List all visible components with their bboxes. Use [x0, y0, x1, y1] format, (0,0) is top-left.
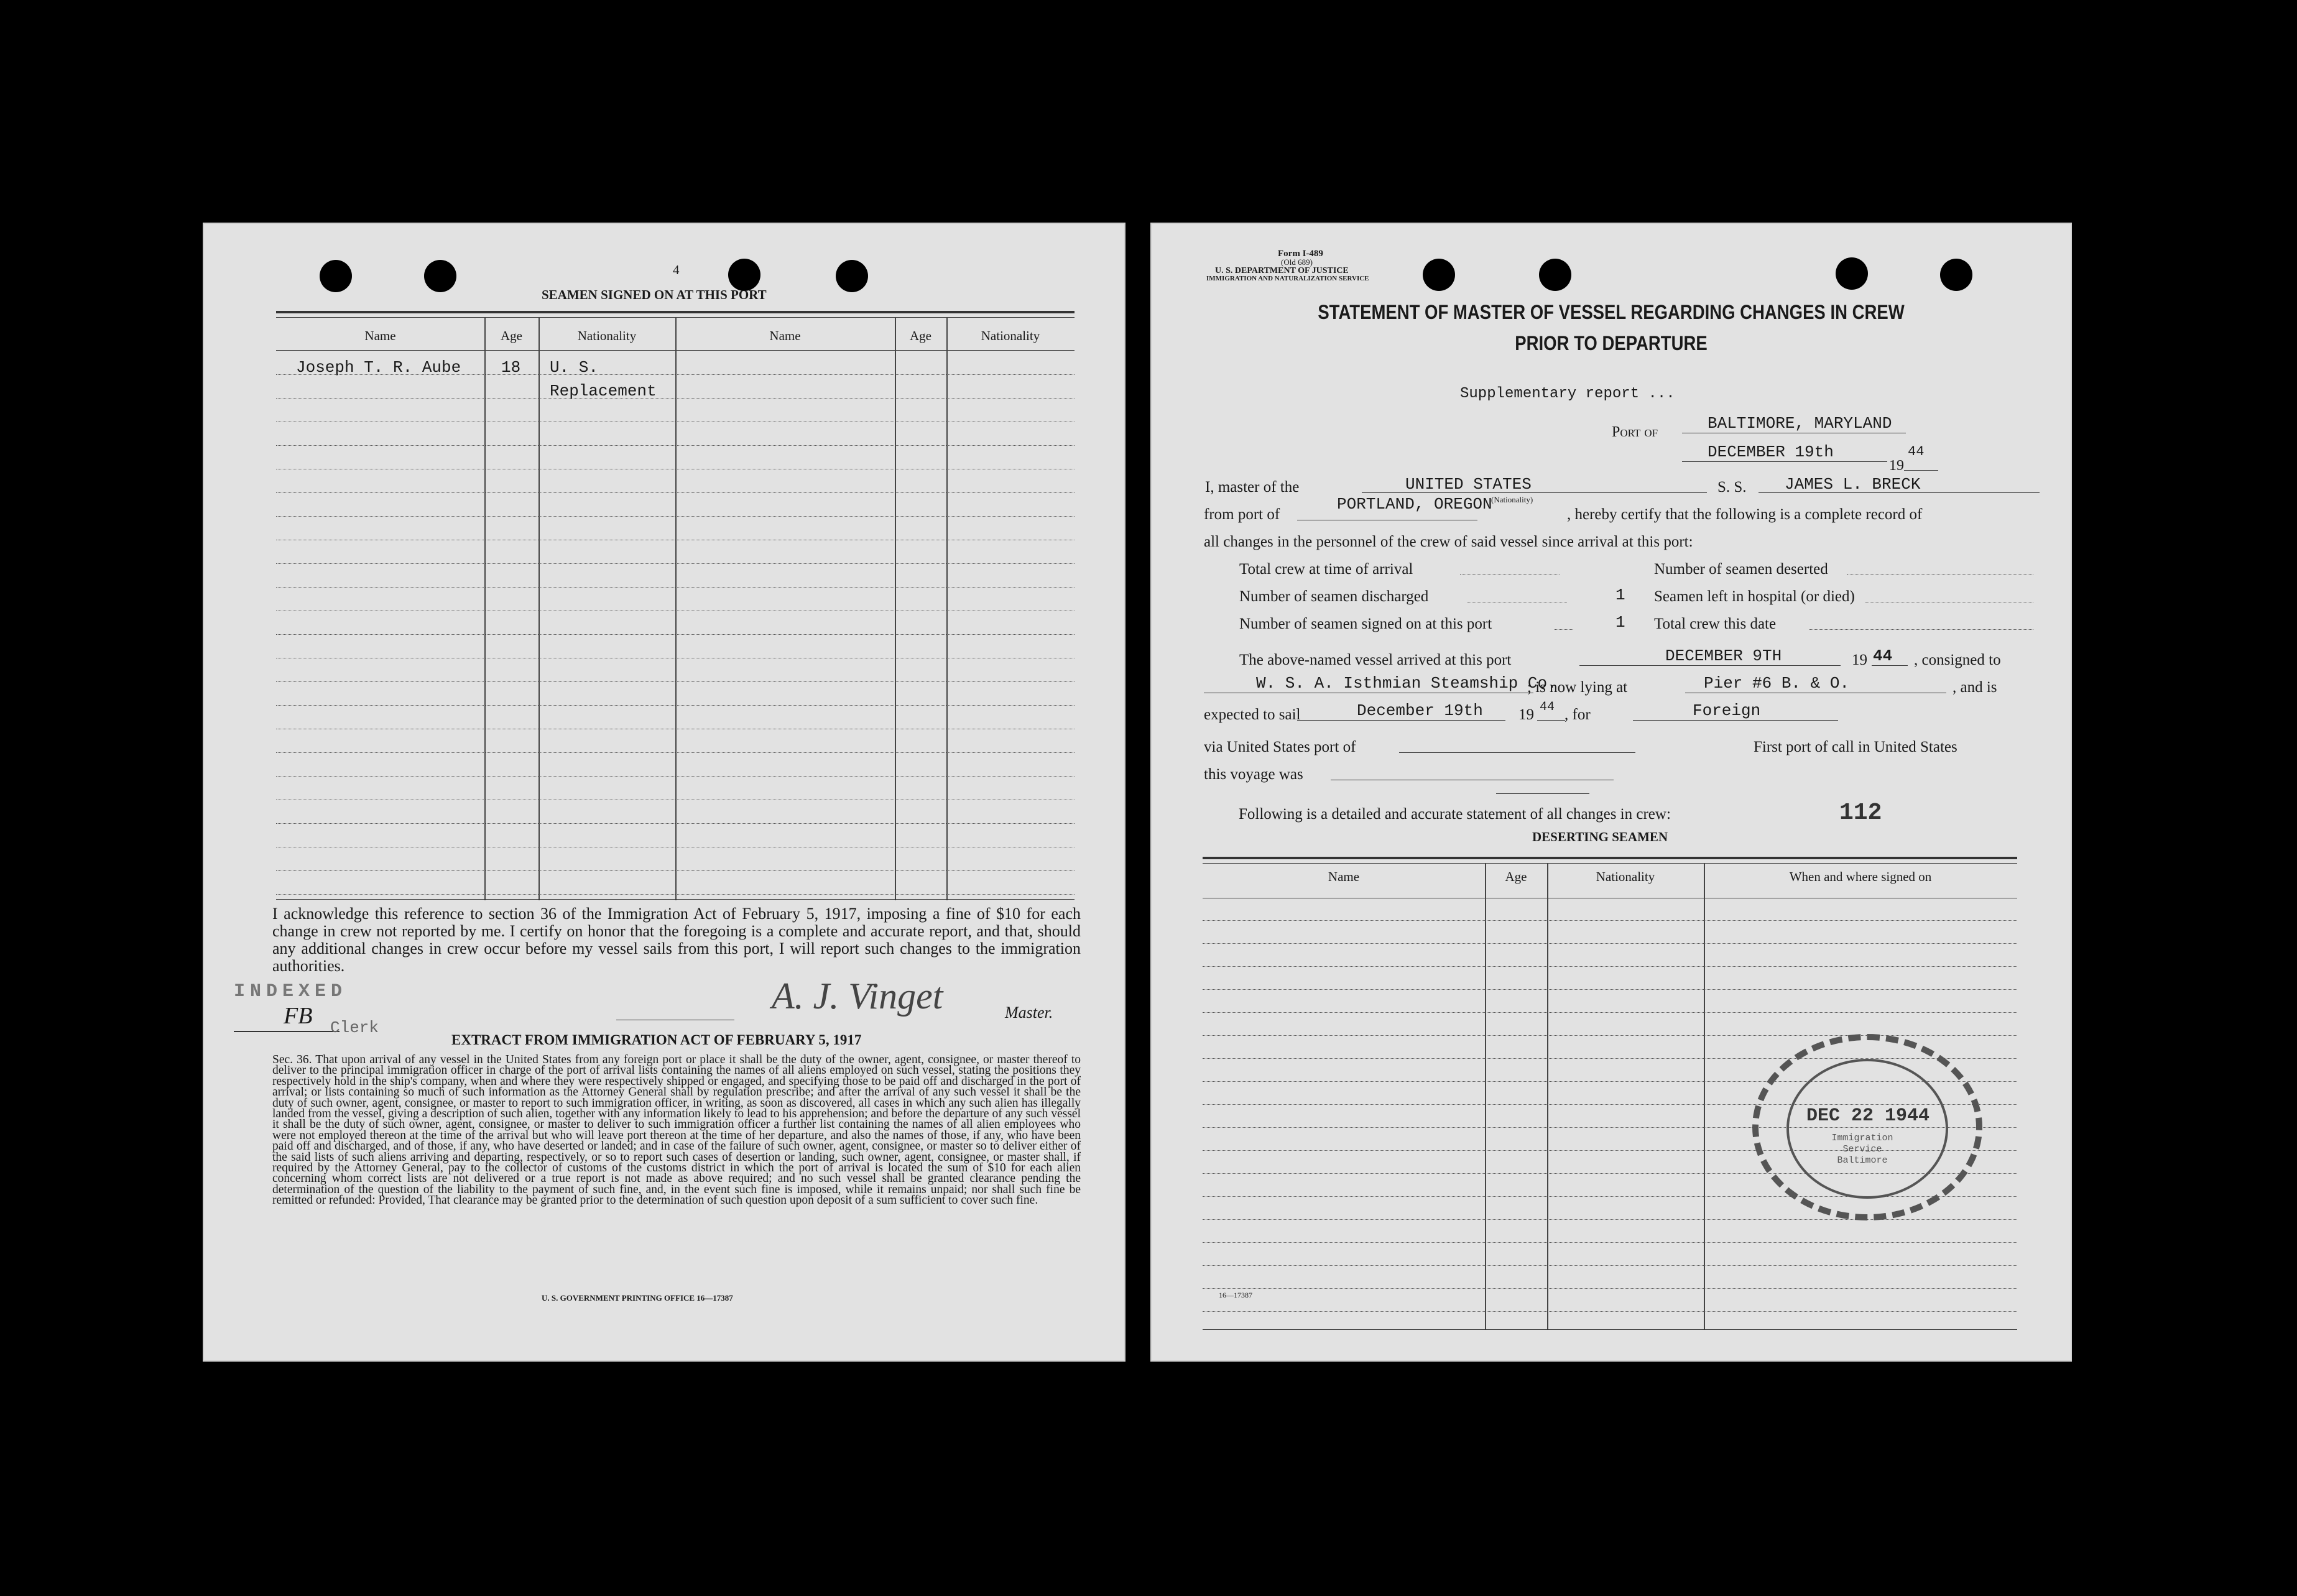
from-port-value: PORTLAND, OREGON	[1337, 495, 1492, 514]
table-row-line	[276, 776, 1075, 777]
col-header-nationality: Nationality	[577, 328, 637, 343]
table-row-line	[1203, 1288, 2017, 1289]
handwritten-number: 112	[1839, 800, 1882, 826]
table-row-line	[276, 445, 1075, 446]
ss-label: S. S.	[1717, 479, 1747, 496]
stat-value: 1	[1615, 613, 1625, 632]
clerk-initials: FB	[284, 1003, 313, 1029]
year-prefix: 19	[1889, 458, 1904, 474]
arrived-value: DECEMBER 9TH	[1665, 647, 1782, 665]
punch-hole	[320, 260, 352, 292]
year-value: 44	[1908, 444, 1925, 459]
service: IMMIGRATION AND NATURALIZATION SERVICE	[1206, 275, 1369, 282]
table-row-line	[276, 705, 1075, 706]
stat-label: Total crew at time of arrival	[1239, 561, 1413, 578]
received-stamp-inner	[1786, 1059, 1948, 1199]
arrived-label: The above-named vessel arrived at this port	[1239, 652, 1512, 668]
date-value: DECEMBER 19th	[1708, 443, 1834, 461]
voyage-label: this voyage was	[1204, 766, 1303, 783]
arrived-year-prefix: 19	[1852, 652, 1867, 668]
table-row-line	[1203, 989, 2017, 990]
department: U. S. DEPARTMENT OF JUSTICE	[1215, 266, 1349, 275]
extract-text: Sec. 36. That upon arrival of any vessel in the United States from any foreign port or place it shall be the duty of the owner, agent, consignee, or master thereof to deliver to the principal immigration officer in charge of the port of arrival lists containing the names of all aliens employed on such vessel, stating the positions they respectively hold in the ship's company, when and where they were respectively shipped or engaged, and specifying those to be paid off and discharged in the port of arrival; or lists containing so much of such information as the Attorney General shall by regulation prescribe; and after the arrival of any such vessel it shall be the duty of such owner, agent, consignee, or master to report to such immigration officer, in writing, as soon as discovered, all cases in which any such alien has illegally landed from the vessel, giving a description of such alien, together with any information likely to lead to his apprehension; and before the departure of any such vessel it shall be the duty of such owner, agent, consignee, or master to deliver to such immigration officer a further list containing the names of all alien employees who were not employed thereon at the time of the arrival but who will leave port thereon at the time of her departure, and also the names of those, if any, who have been paid off and discharged, and of those, if any, who have deserted or landed; and in case of the failure of such owner, agent, consignee, or master so to deliver either of the said lists of such aliens arriving and departing, respectively, or so to report such cases of desertion or landing, such owner, agent, consignee, or master shall, if required by the Attorney General, pay to the collector of customs of the customs district in which the port of arrival is located the sum of $10 for each alien concerning whom correct lists are not delivered or a true report is not made as above required; and no such vessel shall be granted clearance pending the determination of the question of the liability to the payment of such fine, and, in the event such fine is imposed, while it remains unpaid; nor shall such fine be remitted or refunded: Provided, That clearance may be granted prior to the determination of such question upon deposit of a sum sufficient to cover such fine.	[272, 1053, 1081, 1207]
expected-label: expected to sail	[1204, 706, 1301, 723]
clerk-label: Clerk	[330, 1018, 379, 1037]
entry-note: Replacement	[550, 382, 657, 400]
table-row-line	[1203, 1012, 2017, 1013]
expected-value: December 19th	[1357, 701, 1483, 720]
via-label: via United States port of	[1204, 739, 1356, 755]
extract-title: EXTRACT FROM IMMIGRATION ACT OF FEBRUARY 5, 1917	[451, 1032, 862, 1048]
first-port-label: First port of call in United States	[1754, 739, 1957, 755]
nationality-note: (Nationality)	[1491, 495, 1533, 504]
consignee: W. S. A. Isthmian Steamship Co.	[1256, 674, 1557, 693]
table-row-line	[1203, 1242, 2017, 1243]
table-row-line	[276, 752, 1075, 753]
table-row-line	[276, 587, 1075, 588]
footer-code: 16—17387	[1219, 1291, 1252, 1299]
for-label: , for	[1564, 706, 1591, 723]
section-title: SEAMEN SIGNED ON AT THIS PORT	[542, 287, 767, 302]
left-page	[203, 223, 1125, 1362]
expected-year-prefix: 19	[1518, 706, 1534, 723]
deserting-title: DESERTING SEAMEN	[1532, 829, 1668, 844]
table-row-line	[1203, 1265, 2017, 1266]
certify-text: , hereby certify that the following is a complete record of	[1567, 506, 1923, 523]
port-value: BALTIMORE, MARYLAND	[1708, 414, 1892, 433]
table-row-line	[276, 870, 1075, 871]
acknowledgement-text: I acknowledge this reference to section 36 of the Immigration Act of February 5, 1917, imposing a fine of $10 for each change in crew not reported by me. I certify on honor that the foregoing is a complete and accurate report, and that, should any additional changes in crew occur before my vessel sails from this port, I will report such changes to the immigration authorities.	[272, 905, 1081, 975]
expected-year: 44	[1540, 700, 1555, 714]
master-label: Master.	[1005, 1003, 1053, 1022]
arrived-year: 44	[1873, 647, 1893, 665]
col-header-nationality: Nationality	[981, 328, 1040, 343]
col-header-name: Name	[364, 328, 396, 343]
punch-hole	[836, 260, 868, 292]
table-row-line	[276, 516, 1075, 517]
entry-age: 18	[501, 358, 521, 377]
stamp-date: DEC 22 1944	[1806, 1105, 1930, 1127]
master-of-label: I, master of the	[1205, 479, 1300, 496]
col-header-age: Age	[501, 328, 522, 343]
stat-label: Total crew this date	[1654, 616, 1777, 632]
punch-hole	[1836, 257, 1868, 290]
desert-col-signed-on: When and where signed on	[1789, 869, 1932, 884]
lying-value: Pier #6 B. & O.	[1704, 674, 1850, 693]
entry-name: Joseph T. R. Aube	[296, 358, 461, 377]
supplementary-report: Supplementary report ...	[1460, 385, 1675, 402]
table-row-line	[1203, 920, 2017, 921]
vessel-name: JAMES L. BRECK	[1785, 475, 1921, 494]
entry-nationality: U. S.	[550, 358, 599, 377]
table-row-line	[276, 823, 1075, 824]
stamp-text: Immigration Service Baltimore	[1831, 1133, 1893, 1166]
printer-line: U. S. GOVERNMENT PRINTING OFFICE 16—17387	[542, 1293, 733, 1303]
stat-label: Number of seamen signed on at this port	[1239, 616, 1492, 632]
table-row-line	[276, 563, 1075, 564]
stat-label: Number of seamen deserted	[1654, 561, 1828, 578]
col-header-age: Age	[910, 328, 931, 343]
table-row-line	[1203, 966, 2017, 967]
table-row-line	[1203, 943, 2017, 944]
from-port-label: from port of	[1204, 506, 1280, 523]
table-row-line	[1203, 1219, 2017, 1220]
stat-value: 1	[1615, 586, 1625, 604]
punch-hole	[1423, 259, 1455, 291]
table-row-line	[1203, 1311, 2017, 1312]
master-signature: A. J. Vinget	[772, 976, 943, 1017]
desert-col-age: Age	[1505, 869, 1527, 884]
stat-label: Number of seamen discharged	[1239, 588, 1429, 605]
punch-hole	[424, 260, 456, 292]
consigned-label: , consigned to	[1914, 652, 2001, 668]
table-row-line	[276, 634, 1075, 635]
for-value: Foreign	[1693, 701, 1761, 720]
desert-col-nationality: Nationality	[1596, 869, 1655, 884]
stat-label: Seamen left in hospital (or died)	[1654, 588, 1855, 605]
and-is-label: , and is	[1953, 679, 1997, 696]
table-row-line	[276, 398, 1075, 399]
table-row-line	[276, 681, 1075, 682]
punch-hole	[1940, 259, 1972, 291]
table-row-line	[276, 894, 1075, 895]
vessel-nationality: UNITED STATES	[1405, 475, 1532, 494]
punch-hole	[1539, 259, 1571, 291]
punch-hole	[728, 259, 760, 291]
form-old: (Old 689)	[1281, 257, 1313, 267]
form-title-line1: STATEMENT OF MASTER OF VESSEL REGARDING CHANGES IN CREW	[1318, 301, 1905, 323]
all-changes-text: all changes in the personnel of the crew of said vessel since arrival at this port:	[1204, 533, 1693, 550]
col-header-name: Name	[769, 328, 801, 343]
form-number: Form I-489	[1278, 249, 1323, 259]
form-title-line2: PRIOR TO DEPARTURE	[1515, 332, 1708, 354]
following-label: Following is a detailed and accurate statement of all changes in crew:	[1239, 806, 1671, 823]
indexed-stamp: INDEXED	[234, 981, 348, 1002]
table-row-line	[1203, 1035, 2017, 1036]
port-label: Port of	[1612, 424, 1658, 440]
table-row-line	[276, 492, 1075, 493]
desert-col-name: Name	[1328, 869, 1360, 884]
page-number: 4	[673, 262, 680, 277]
lying-label: ; is now lying at	[1527, 679, 1628, 696]
